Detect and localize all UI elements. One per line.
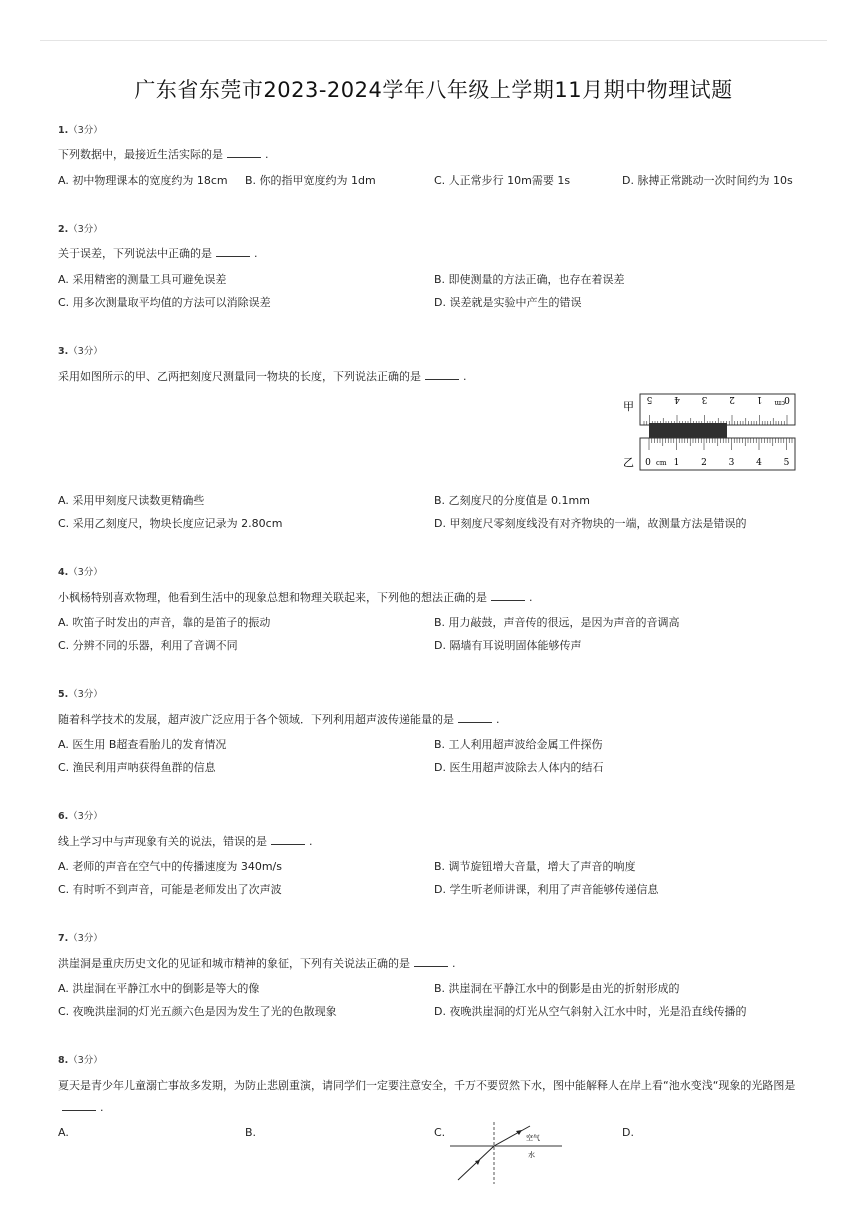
ruler-top-tick-label: 3: [701, 394, 708, 404]
ruler-figure: [615, 390, 800, 480]
question-3-option-c[interactable]: C. 采用乙刻度尺，物块长度应记录为 2.80cm: [58, 517, 283, 530]
question-8-header: 8.（3分）: [58, 1055, 103, 1066]
page-title: 广东省东莞市2023-2024学年八年级上学期11月期中物理试题: [134, 78, 733, 102]
question-2-option-d[interactable]: D. 误差就是实验中产生的错误: [434, 296, 582, 309]
question-2-option-a[interactable]: A. 采用精密的测量工具可避免误差: [58, 273, 227, 286]
question-4-stem: 小枫杨特别喜欢物理，他看到生活中的现象总想和物理关联起来，下列他的想法正确的是 .: [58, 591, 533, 604]
question-5-option-a[interactable]: A. 医生用 B超查看胎儿的发育情况: [58, 738, 227, 751]
water-label: 水: [528, 1151, 535, 1159]
answer-blank: [271, 834, 305, 845]
question-1-option-d[interactable]: D. 脉搏正常跳动一次时间约为 10s: [622, 174, 793, 187]
ruler-top-tick-label: 1: [756, 394, 763, 404]
incident-ray: [458, 1146, 494, 1180]
question-7-option-a[interactable]: A. 洪崖洞在平静江水中的倒影是等大的像: [58, 982, 260, 995]
answer-blank: [414, 956, 448, 967]
question-1-option-b[interactable]: B. 你的指甲宽度约为 1dm: [245, 174, 376, 187]
question-7-stem: 洪崖洞是重庆历史文化的见证和城市精神的象征，下列有关说法正确的是 .: [58, 957, 456, 970]
ruler-bottom-tick-label: 5: [783, 458, 790, 468]
question-number: 1.: [58, 125, 69, 136]
air-label: 空气: [526, 1134, 540, 1142]
arrow-incident: [475, 1160, 480, 1165]
answer-blank: [62, 1100, 96, 1111]
question-6-header: 6.（3分）: [58, 811, 103, 822]
question-3-option-d[interactable]: D. 甲刻度尺零刻度线没有对齐物块的一端，故测量方法是错误的: [434, 517, 747, 530]
ruler-top-unit: cm: [774, 399, 785, 407]
question-4-option-c[interactable]: C. 分辨不同的乐器，利用了音调不同: [58, 639, 238, 652]
refraction-diagram: [450, 1120, 565, 1185]
question-6-option-c[interactable]: C. 有时听不到声音，可能是老师发出了次声波: [58, 883, 282, 896]
question-2-stem: 关于误差，下列说法中正确的是 .: [58, 247, 258, 260]
question-3-stem: 采用如图所示的甲、乙两把刻度尺测量同一物块的长度，下列说法正确的是 .: [58, 370, 467, 383]
question-5-option-c[interactable]: C. 渔民利用声呐获得鱼群的信息: [58, 761, 216, 774]
question-4-option-a[interactable]: A. 吹笛子时发出的声音，靠的是笛子的振动: [58, 616, 271, 629]
question-3-header: 3.（3分）: [58, 346, 103, 357]
question-1-option-a[interactable]: A. 初中物理课本的宽度约为 18cm: [58, 174, 228, 187]
question-1-option-c[interactable]: C. 人正常步行 10m需要 1s: [434, 174, 571, 187]
ruler-bottom-tick-label: 3: [728, 458, 735, 468]
question-6-stem: 线上学习中与声现象有关的说法，错误的是 .: [58, 835, 313, 848]
ruler-bottom-unit: cm: [656, 459, 667, 467]
question-7-option-b[interactable]: B. 洪崖洞在平静江水中的倒影是由光的折射形成的: [434, 982, 680, 995]
answer-blank: [458, 712, 492, 723]
ruler-top-tick-label: 4: [674, 394, 680, 404]
question-3-option-b[interactable]: B. 乙刻度尺的分度值是 0.1mm: [434, 494, 590, 507]
answer-blank: [491, 590, 525, 601]
refracted-ray: [494, 1126, 530, 1146]
measured-block: [649, 423, 727, 439]
question-8-option-b[interactable]: B.: [245, 1126, 257, 1139]
question-6-option-a[interactable]: A. 老师的声音在空气中的传播速度为 340m/s: [58, 860, 282, 873]
question-5-header: 5.（3分）: [58, 689, 103, 700]
ruler-top-label: 甲: [623, 400, 634, 413]
question-7-option-c[interactable]: C. 夜晚洪崖洞的灯光五颜六色是因为发生了光的色散现象: [58, 1005, 337, 1018]
arrow-refracted: [516, 1130, 522, 1135]
ruler-bottom-tick-label: 4: [756, 458, 762, 468]
question-8-option-c[interactable]: C.: [434, 1126, 446, 1139]
question-7-header: 7.（3分）: [58, 933, 103, 944]
ruler-bottom-tick-label: 0: [645, 458, 651, 468]
question-6-option-b[interactable]: B. 调节旋钮增大音量，增大了声音的响度: [434, 860, 636, 873]
question-8-stem: 夏天是青少年儿童溺亡事故多发期，为防止悲剧重演，请同学们一定要注意安全，千万不要贸然下水，图中能解释人在岸上看“池水变浅“现象的光路图是.: [58, 1079, 796, 1114]
question-2-option-b[interactable]: B. 即使测量的方法正确，也存在着误差: [434, 273, 625, 286]
question-4-header: 4.（3分）: [58, 567, 103, 578]
question-score: （3分）: [68, 125, 103, 136]
question-8-option-d[interactable]: D.: [622, 1126, 634, 1139]
question-4-option-b[interactable]: B. 用力敲鼓，声音传的很远，是因为声音的音调高: [434, 616, 680, 629]
ruler-top-tick-label: 0: [784, 394, 790, 404]
question-2-header: 2.（3分）: [58, 224, 103, 235]
ruler-bottom-tick-label: 2: [701, 458, 707, 468]
question-4-option-d[interactable]: D. 隔墙有耳说明固体能够传声: [434, 639, 582, 652]
question-8-option-a[interactable]: A.: [58, 1126, 69, 1139]
question-1-header: [58, 122, 103, 136]
question-5-stem: 随着科学技术的发展，超声波广泛应用于各个领域．下列利用超声波传递能量的是 .: [58, 713, 500, 726]
question-6-option-d[interactable]: D. 学生听老师讲课，利用了声音能够传递信息: [434, 883, 659, 896]
answer-blank: [425, 369, 459, 380]
question-3-option-a[interactable]: A. 采用甲刻度尺读数更精确些: [58, 494, 205, 507]
question-5-option-b[interactable]: B. 工人利用超声波给金属工件探伤: [434, 738, 603, 751]
answer-blank: [227, 147, 261, 158]
ruler-bottom-label: 乙: [623, 456, 634, 469]
answer-blank: [216, 246, 250, 257]
ruler-top-tick-label: 5: [646, 394, 653, 404]
header-divider: [40, 40, 827, 41]
ruler-bottom-tick-label: 1: [673, 458, 680, 468]
question-1-stem: 下列数据中，最接近生活实际的是 .: [58, 148, 269, 161]
question-5-option-d[interactable]: D. 医生用超声波除去人体内的结石: [434, 761, 604, 774]
ruler-top-tick-label: 2: [729, 394, 735, 404]
question-7-option-d[interactable]: D. 夜晚洪崖洞的灯光从空气斜射入江水中时，光是沿直线传播的: [434, 1005, 747, 1018]
question-2-option-c[interactable]: C. 用多次测量取平均值的方法可以消除误差: [58, 296, 271, 309]
